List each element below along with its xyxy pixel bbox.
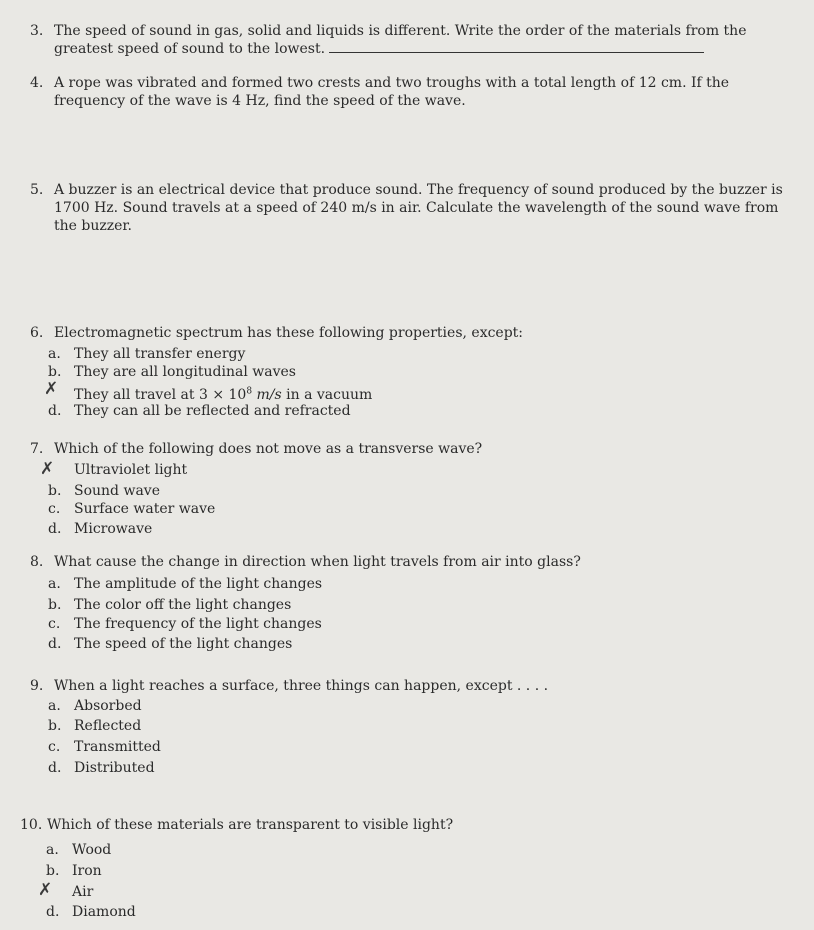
option-letter: a. — [48, 576, 61, 592]
question-text-line-2: 1700 Hz. Sound travels at a speed of 240 m/s in air. Calculate the wavelength of the sound wave from — [54, 200, 779, 216]
option-letter: d. — [48, 521, 62, 537]
question-text-line-1: A buzzer is an electrical device that produce sound. The frequency of sound produced by the buzzer is — [54, 182, 783, 198]
question-text-line-2: frequency of the wave is 4 Hz, find the speed of the wave. — [54, 93, 466, 109]
option-text: Absorbed — [74, 698, 142, 714]
option-text: Distributed — [74, 760, 155, 776]
question-text-line-3: the buzzer. — [54, 218, 132, 234]
option-text: The amplitude of the light changes — [74, 576, 323, 592]
option-letter: d. — [48, 636, 62, 652]
option-6d[interactable] — [48, 402, 351, 420]
option-6a[interactable] — [48, 345, 245, 363]
option-letter: b. — [46, 863, 60, 879]
cross-mark-icon: ✗ — [38, 880, 53, 900]
option-text: Diamond — [72, 904, 136, 920]
option-letter: c. — [48, 616, 61, 632]
option-text: Microwave — [74, 521, 153, 537]
option-text: The frequency of the light changes — [74, 616, 322, 632]
option-text: They can all be reflected and refracted — [74, 403, 351, 419]
question-text-line-1: A rope was vibrated and formed two crests and two troughs with a total length of 12 cm. If the — [54, 75, 730, 91]
option-letter: d. — [48, 403, 62, 419]
option-6b[interactable] — [48, 363, 296, 381]
option-letter: b. — [48, 718, 62, 734]
question-number: 8. — [30, 554, 44, 570]
question-text-line-1: The speed of sound in gas, solid and liquids is different. Write the order of the materials from the — [54, 23, 747, 39]
option-10c[interactable] — [46, 883, 93, 901]
option-7a[interactable] — [48, 461, 187, 479]
question-number: 4. — [30, 75, 44, 91]
option-text: The speed of the light changes — [74, 636, 293, 652]
cross-mark-icon: ✗ — [40, 459, 55, 479]
question-number: 7. — [30, 441, 44, 457]
question-number: 6. — [30, 325, 44, 341]
option-text: They all travel at $3 \times 10^8$ m/s in a vacuum — [74, 386, 373, 403]
option-8b[interactable] — [48, 596, 291, 614]
question-number: 10. — [20, 817, 43, 833]
option-text: They are all longitudinal waves — [74, 364, 296, 380]
option-text: They all transfer energy — [74, 346, 246, 362]
option-9b[interactable] — [48, 717, 141, 735]
option-text: Sound wave — [74, 483, 160, 499]
option-7b[interactable] — [48, 482, 160, 500]
option-letter: d. — [48, 760, 62, 776]
option-letter: b. — [48, 597, 62, 613]
option-letter: b. — [48, 483, 62, 499]
option-8a[interactable] — [48, 575, 322, 593]
option-7c[interactable] — [48, 500, 215, 518]
option-text: Wood — [72, 842, 112, 858]
option-letter: d. — [46, 904, 60, 920]
option-text: Transmitted — [74, 739, 161, 755]
option-letter: c. — [48, 739, 61, 755]
option-6c[interactable] — [48, 382, 372, 404]
option-9d[interactable] — [48, 759, 155, 777]
option-letter: b. — [48, 364, 62, 380]
option-8d[interactable] — [48, 635, 292, 653]
option-10d[interactable] — [46, 903, 136, 921]
question-number: 3. — [30, 23, 44, 39]
option-9a[interactable] — [48, 697, 142, 715]
question-number: 9. — [30, 678, 44, 694]
question-text-line-2: greatest speed of sound to the lowest. — [54, 41, 326, 57]
option-text: Iron — [72, 863, 102, 879]
question-text: What cause the change in direction when light travels from air into glass? — [54, 554, 581, 570]
question-text: When a light reaches a surface, three things can happen, except . . . . — [54, 678, 549, 694]
option-7d[interactable] — [48, 520, 152, 538]
question-text: Which of the following does not move as a transverse wave? — [54, 441, 483, 457]
question-text: Electromagnetic spectrum has these following properties, except: — [54, 325, 524, 341]
option-10a[interactable] — [46, 841, 111, 859]
answer-blank[interactable] — [329, 40, 704, 53]
option-8c[interactable] — [48, 615, 322, 633]
option-text: Air — [72, 884, 94, 900]
option-text: The color off the light changes — [74, 597, 292, 613]
option-text: Surface water wave — [74, 501, 216, 517]
option-letter: a. — [48, 698, 61, 714]
option-text: Ultraviolet light — [74, 462, 188, 478]
option-letter: c. — [48, 501, 61, 517]
option-letter: a. — [48, 346, 61, 362]
question-number: 5. — [30, 182, 44, 198]
option-letter: a. — [46, 842, 59, 858]
option-10b[interactable] — [46, 862, 102, 880]
question-text: Which of these materials are transparent to visible light? — [47, 817, 454, 833]
option-9c[interactable] — [48, 738, 161, 756]
cross-mark-icon: ✗ — [44, 379, 59, 399]
option-text: Reflected — [74, 718, 142, 734]
